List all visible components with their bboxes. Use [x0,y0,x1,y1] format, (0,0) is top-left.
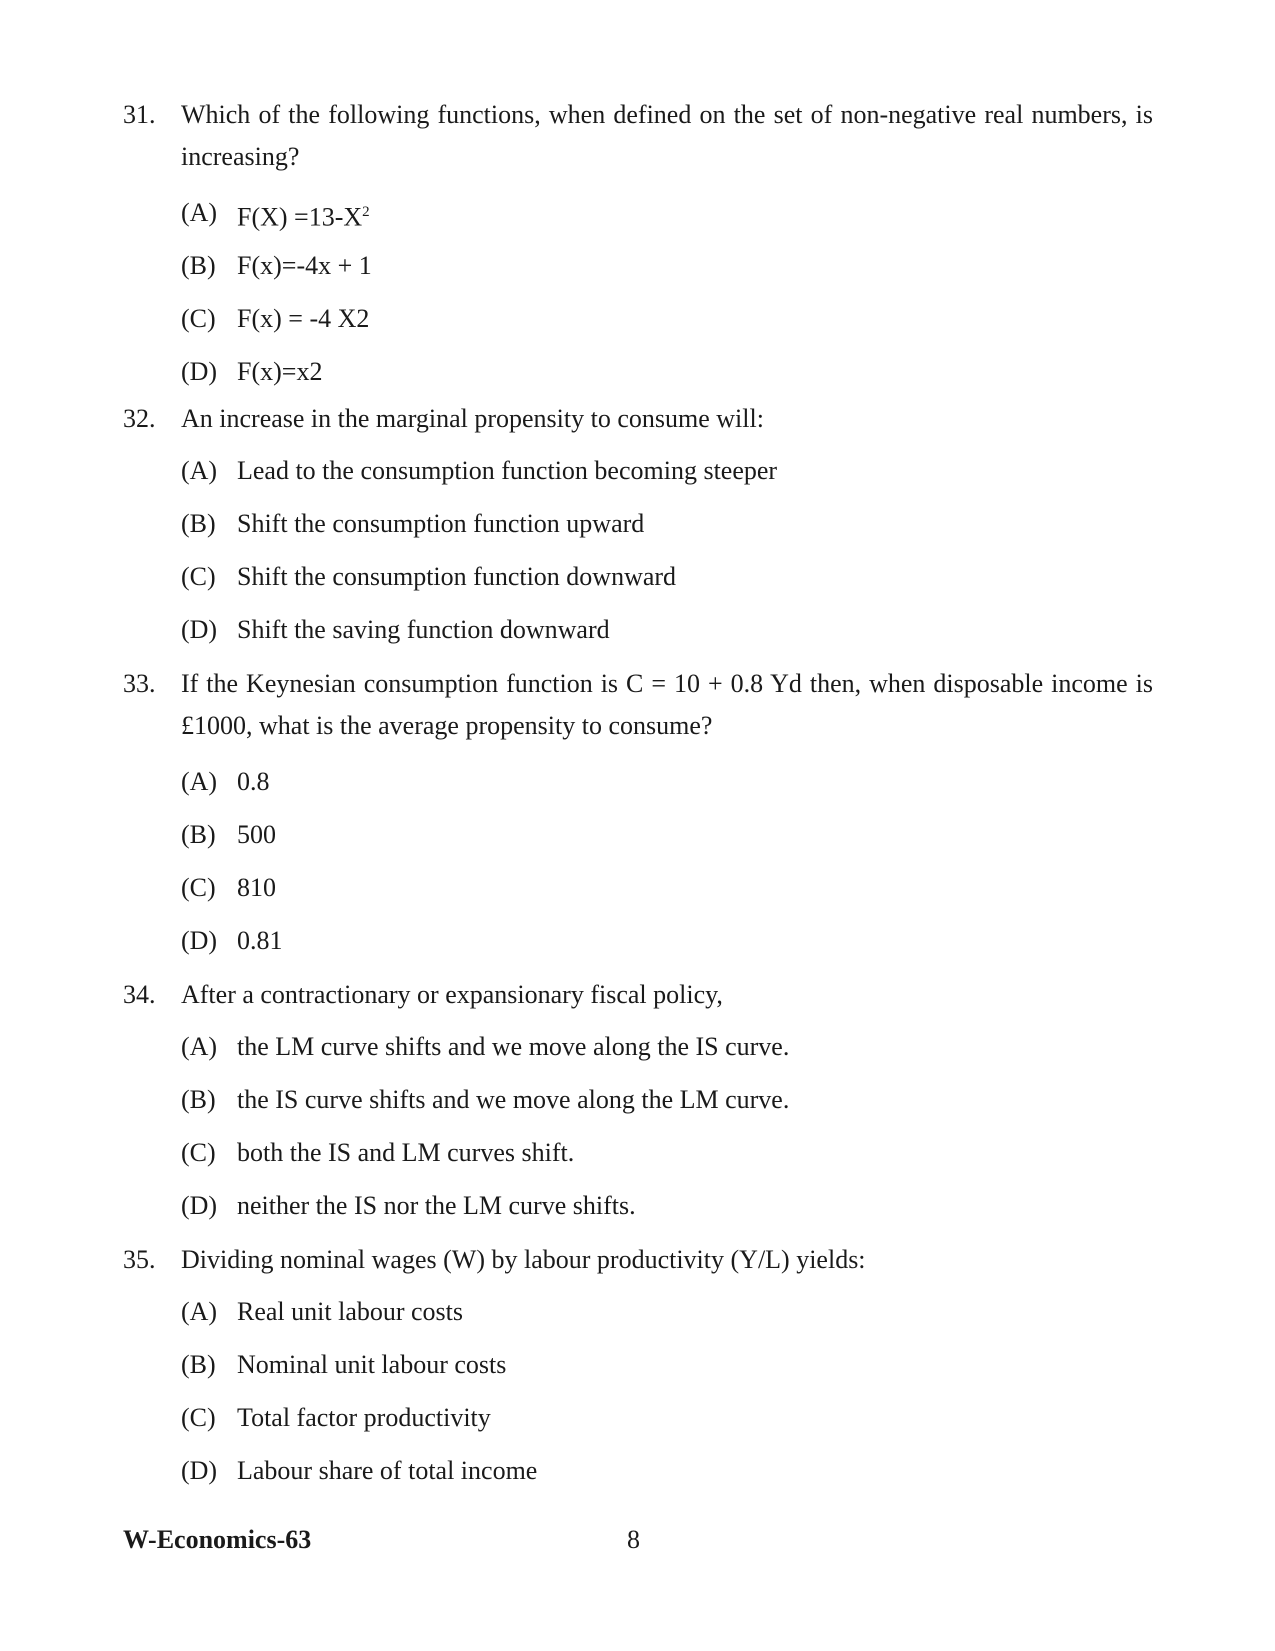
option-d [181,1179,1153,1232]
option-label: (B) [181,820,216,849]
option-c [181,550,1153,603]
page-number: 8 [627,1525,640,1554]
question-text: Dividing nominal wages (W) by labour productivity (Y/L) yields: [181,1245,866,1274]
option-label: (C) [181,1138,216,1167]
option-text: the IS curve shifts and we move along the LM curve. [237,1085,790,1114]
question-32 [123,398,1153,656]
option-b [181,1073,1153,1126]
option-d [181,1444,1153,1497]
question-number: 31. [123,100,156,129]
option-a [181,186,1153,239]
option-label: (A) [181,767,218,796]
question-34 [123,974,1153,1232]
option-c [181,861,1153,914]
option-label: (A) [181,198,218,227]
option-label: (C) [181,1403,216,1432]
question-text: If the Keynesian consumption function is C = 10 + 0.8 Yd then, when disposable income is £1000, what is the average propensity to consume? [181,669,1153,740]
option-a [181,1285,1153,1338]
option-b [181,1338,1153,1391]
option-label: (D) [181,357,218,386]
option-text: F(x) = -4 X2 [237,304,370,333]
option-text: F(x)=-4x + 1 [237,251,372,280]
option-text: 0.8 [237,767,270,796]
option-label: (C) [181,873,216,902]
option-text: Shift the consumption function upward [237,509,645,538]
option-b [181,808,1153,861]
option-text: Labour share of total income [237,1456,538,1485]
option-b [181,239,1153,292]
option-text: Shift the saving function downward [237,615,610,644]
question-number: 32. [123,404,156,433]
option-a [181,755,1153,808]
option-label: (C) [181,304,216,333]
option-label: (A) [181,1032,218,1061]
option-label: (D) [181,1456,218,1485]
option-text: $F(X) =13-X^2$ [237,202,370,232]
option-text: Lead to the consumption function becoming steeper [237,456,778,485]
question-text: An increase in the marginal propensity to consume will: [181,404,764,433]
question-text: Which of the following functions, when defined on the set of non-negative real numbers, is increasing? [181,100,1153,171]
option-text: 0.81 [237,926,283,955]
option-a [181,444,1153,497]
option-text: neither the IS nor the LM curve shifts. [237,1191,636,1220]
option-c [181,1126,1153,1179]
question-number: 34. [123,980,156,1009]
question-number: 35. [123,1245,156,1274]
question-31 [123,94,1153,398]
question-35 [123,1239,1153,1497]
option-text: F(x)=x2 [237,357,323,386]
option-label: (C) [181,562,216,591]
option-text: Nominal unit labour costs [237,1350,507,1379]
option-label: (B) [181,251,216,280]
option-label: (B) [181,1085,216,1114]
option-c [181,292,1153,345]
paper-code: W-Economics-63 [123,1525,312,1554]
option-label: (A) [181,1297,218,1326]
option-text: Shift the consumption function downward [237,562,677,591]
option-c [181,1391,1153,1444]
option-text: both the IS and LM curves shift. [237,1138,575,1167]
option-label: (A) [181,456,218,485]
option-a [181,1020,1153,1073]
option-text: 810 [237,873,276,902]
option-label: (D) [181,615,218,644]
question-33 [123,663,1153,967]
option-d [181,914,1153,967]
option-text: the LM curve shifts and we move along the IS curve. [237,1032,790,1061]
option-label: (B) [181,1350,216,1379]
option-label: (D) [181,926,218,955]
question-number: 33. [123,669,156,698]
option-text: Total factor productivity [237,1403,491,1432]
option-label: (D) [181,1191,218,1220]
question-text: After a contractionary or expansionary fiscal policy, [181,980,723,1009]
option-d [181,603,1153,656]
option-text: Real unit labour costs [237,1297,464,1326]
option-text: 500 [237,820,276,849]
option-label: (B) [181,509,216,538]
option-b [181,497,1153,550]
option-d [181,345,1153,398]
superscript: 2 [362,204,370,220]
